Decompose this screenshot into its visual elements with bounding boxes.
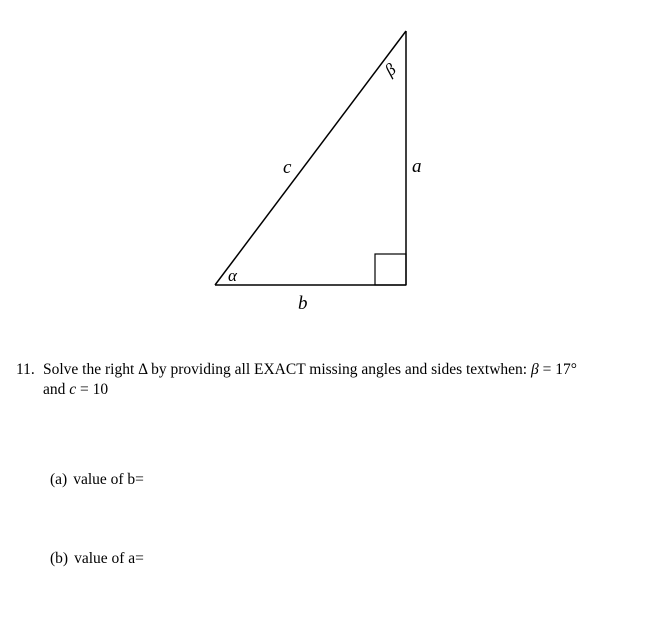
part-a xyxy=(50,471,144,489)
right-angle-marker xyxy=(375,254,406,285)
c-symbol: c xyxy=(69,381,77,398)
and-word: and xyxy=(43,381,66,398)
beta-value: = 17° xyxy=(542,361,577,378)
problem-line-2 xyxy=(43,380,108,399)
label-alpha: α xyxy=(228,266,237,285)
part-a-label: (a) xyxy=(50,471,68,488)
part-b-label: (b) xyxy=(50,550,69,567)
part-a-text: value of b= xyxy=(73,471,144,488)
problem-number: 11. xyxy=(16,361,35,378)
beta-symbol: β xyxy=(531,361,539,378)
label-b: b xyxy=(298,293,308,314)
hypotenuse-side xyxy=(215,31,406,285)
part-b xyxy=(50,550,144,568)
problem-line-1 xyxy=(43,360,577,379)
part-b-text: value of a= xyxy=(74,550,144,567)
problem-text: Solve the right Δ by providing all EXACT missing angles and sides textwhen: xyxy=(43,361,528,378)
label-beta: β xyxy=(381,59,400,80)
c-value: = 10 xyxy=(80,381,109,398)
label-a: a xyxy=(412,156,422,177)
label-c: c xyxy=(283,157,292,178)
